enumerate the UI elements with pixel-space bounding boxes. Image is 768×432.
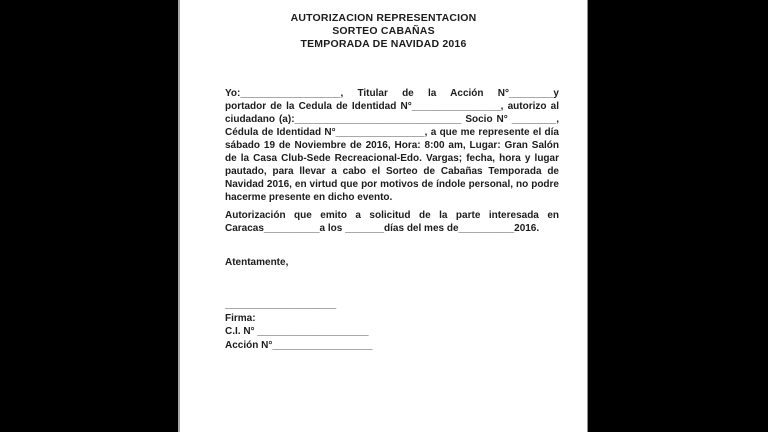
body-paragraph	[225, 87, 559, 204]
document-title	[180, 12, 587, 51]
closing-line: Autorización que emito a solicitud de la parte interesada en	[225, 210, 559, 221]
body-line: Cédula de Identidad N°________________, a que me represente el día	[225, 127, 559, 138]
title-line-3: TEMPORADA DE NAVIDAD 2016	[300, 38, 467, 50]
body-line: portador de la Cedula de Identidad N°________________, autorizo al	[225, 101, 559, 112]
body-line: Yo:__________________, Titular de la Acción N°________y	[225, 88, 559, 99]
signature-accion-line: Acción N°__________________	[225, 339, 373, 351]
title-line-2: SORTEO CABAÑAS	[332, 25, 435, 37]
body-line: pautado, para llevar a cabo el Sorteo de Cabañas Temporada de	[225, 166, 559, 177]
body-line: sábado 19 de Noviembre de 2016, Hora: 8:00 am, Lugar: Gran Salón	[225, 140, 559, 151]
salutation: Atentamente,	[225, 257, 289, 268]
title-line-1: AUTORIZACION REPRESENTACION	[290, 12, 477, 24]
closing-paragraph	[225, 209, 559, 235]
document-body	[225, 87, 559, 352]
signature-block	[225, 298, 559, 352]
signature-rule: ____________________	[225, 299, 337, 310]
letterbox-right	[588, 0, 768, 432]
signature-firma-label: Firma:	[225, 312, 256, 324]
body-line: de la Casa Club-Sede Recreacional-Edo. Vargas; fecha, hora y lugar	[225, 153, 559, 164]
closing-line: Caracas__________a los _______días del mes de__________2016.	[225, 223, 540, 234]
body-line: hacerme presente en dicho evento.	[225, 192, 393, 203]
document-page	[178, 0, 588, 432]
body-line: Navidad 2016, en virtud que por motivos de índole personal, no podre	[225, 179, 559, 190]
body-line: ciudadano (a):______________________________ Socio N° ________,	[225, 114, 559, 125]
signature-ci-line: C.I. N° ____________________	[225, 326, 369, 337]
letterbox-left	[0, 0, 178, 432]
